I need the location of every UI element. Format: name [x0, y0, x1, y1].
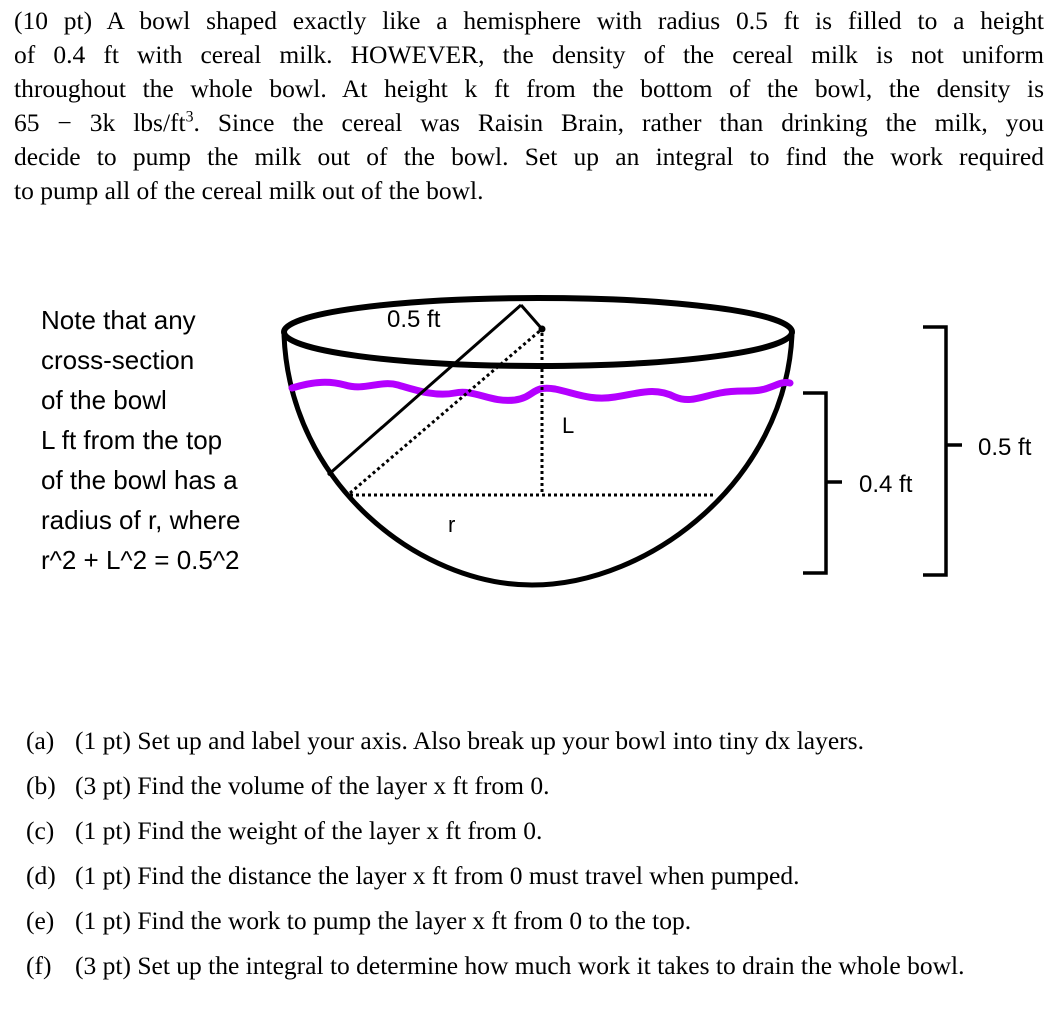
part-e: [26, 905, 1046, 937]
note-line: of the bowl has a: [41, 465, 238, 495]
part-text: (1 pt) Find the work to pump the layer x ft from 0 to the top.: [75, 906, 692, 935]
part-label: (c): [26, 816, 55, 845]
fill-height-label: 0.4 ft: [859, 471, 913, 498]
part-c: [26, 815, 1046, 847]
radius-label: 0.5 ft: [387, 306, 441, 333]
part-text: (1 pt) Find the weight of the layer x ft from 0.: [75, 816, 543, 845]
milk-surface: [292, 382, 790, 400]
part-label: (a): [26, 726, 55, 755]
note-line: cross-section: [41, 345, 195, 375]
cross-section-note: [41, 300, 291, 580]
dotted-hypotenuse: [350, 329, 542, 493]
part-text: (1 pt) Set up and label your axis. Also break up your bowl into tiny dx layers.: [75, 726, 864, 755]
note-line: Note that any: [41, 305, 196, 335]
note-line: L ft from the top: [41, 425, 223, 455]
center-dot: [539, 326, 546, 333]
part-f: [26, 950, 1046, 982]
fill-height-bracket: [803, 393, 826, 573]
problem-line: of 0.4 ft with cereal milk. HOWEVER, the density of the cereal milk is not uniform: [14, 40, 1044, 69]
part-d: [26, 860, 1046, 892]
density-line-rest: . Since the cereal was Raisin Brain, rather than drinking the milk, you: [193, 108, 1044, 137]
problem-statement: [14, 4, 1044, 208]
problem-line: to pump all of the cereal milk out of the bowl.: [14, 176, 484, 205]
r-label: r: [448, 512, 456, 537]
bowl-body: [284, 335, 792, 585]
problem-line: decide to pump the milk out of the bowl. Set up an integral to find the work required: [14, 142, 1044, 171]
part-b: [26, 770, 1046, 802]
part-a: [26, 725, 1046, 757]
part-text: (1 pt) Find the distance the layer x ft from 0 must travel when pumped.: [75, 861, 800, 890]
note-line: radius of r, where: [41, 505, 241, 535]
problem-line: (10 pt) A bowl shaped exactly like a hemisphere with radius 0.5 ft is filled to a height: [14, 6, 1044, 35]
part-label: (b): [26, 771, 56, 800]
problem-line-density: [14, 106, 1044, 140]
part-label: (d): [26, 861, 56, 890]
radius-line-tip: [521, 305, 542, 329]
L-label: L: [562, 413, 575, 438]
total-height-label: 0.5 ft: [978, 434, 1032, 461]
total-height-bracket: [923, 327, 946, 575]
problem-line: throughout the whole bowl. At height k ft from the bottom of the bowl, the density is: [14, 74, 1044, 103]
question-parts: [26, 725, 1046, 995]
part-text: (3 pt) Set up the integral to determine how much work it takes to drain the whole bowl.: [75, 951, 965, 980]
part-text: (3 pt) Find the volume of the layer x ft from 0.: [75, 771, 550, 800]
density-expression: 65 − 3k lbs/ft: [14, 108, 186, 137]
note-line: of the bowl: [41, 385, 167, 415]
part-label: (f): [26, 951, 52, 980]
bowl-diagram: [270, 285, 1060, 590]
density-unit-exponent: 3: [185, 108, 194, 126]
note-line: r^2 + L^2 = 0.5^2: [41, 545, 240, 575]
part-label: (e): [26, 906, 55, 935]
